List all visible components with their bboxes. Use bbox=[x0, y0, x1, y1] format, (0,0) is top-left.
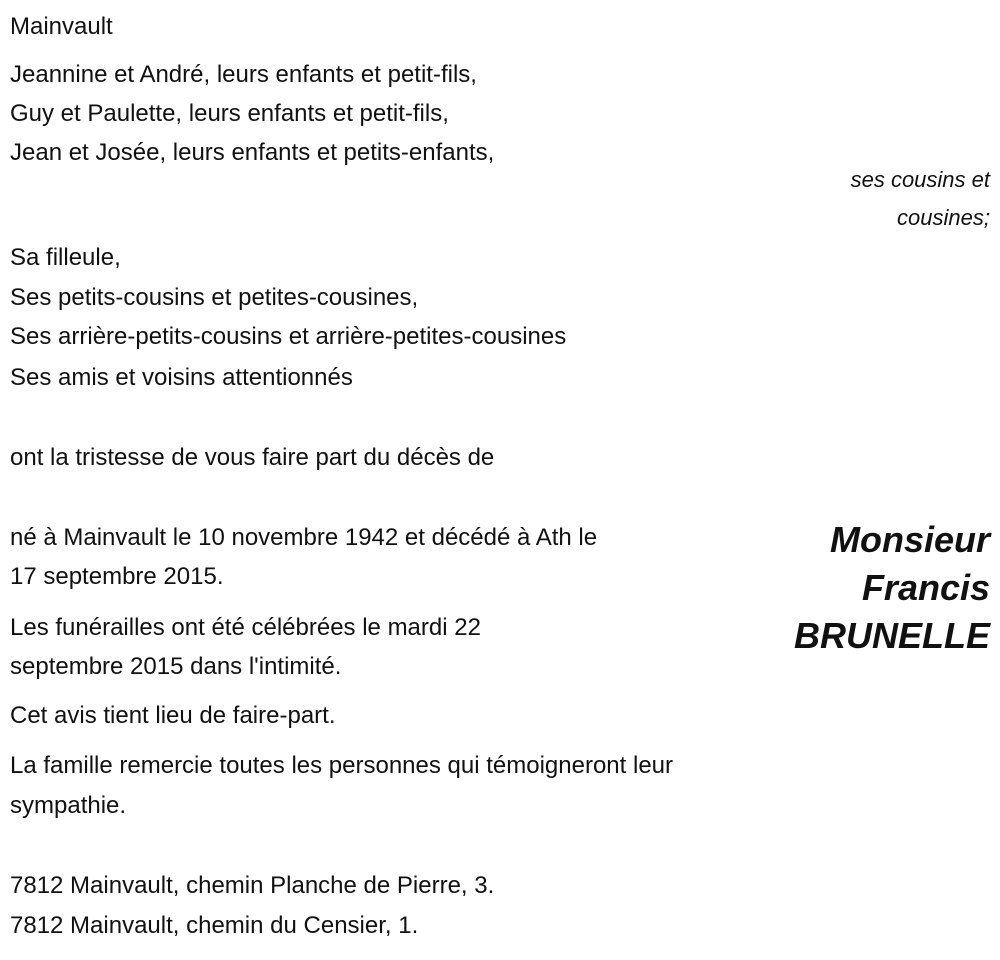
birth-death-line: 17 septembre 2015. bbox=[10, 563, 224, 590]
cousins-line: cousines; bbox=[897, 205, 990, 230]
deceased-title: Monsieur bbox=[829, 519, 990, 560]
others-line: Ses petits-cousins et petites-cousines, bbox=[10, 284, 419, 311]
family-line: Jean et Josée, leurs enfants et petits-enfants, bbox=[10, 139, 495, 166]
thanks-line: sympathie. bbox=[10, 792, 127, 819]
family-line: Guy et Paulette, leurs enfants et petit-fils, bbox=[10, 100, 449, 127]
funeral-line: Les funérailles ont été célébrées le mardi 22 bbox=[10, 614, 481, 641]
address-line: 7812 Mainvault, chemin du Censier, 1. bbox=[10, 912, 419, 939]
birth-death-line: né à Mainvault le 10 novembre 1942 et décédé à Ath le bbox=[10, 524, 598, 551]
others-line: Sa filleule, bbox=[10, 244, 121, 271]
announcement: ont la tristesse de vous faire part du décès de bbox=[10, 444, 495, 471]
cousins-line: ses cousins et bbox=[850, 167, 990, 192]
deceased-lastname: BRUNELLE bbox=[794, 615, 990, 656]
funeral-line: septembre 2015 dans l'intimité. bbox=[10, 653, 342, 680]
others-line: Ses amis et voisins attentionnés bbox=[10, 364, 353, 391]
family-line: Jeannine et André, leurs enfants et petit-fils, bbox=[10, 61, 477, 88]
deceased-firstname: Francis bbox=[861, 567, 990, 608]
others-line: Ses arrière-petits-cousins et arrière-petites-cousines bbox=[10, 323, 567, 350]
notice: Cet avis tient lieu de faire-part. bbox=[10, 702, 336, 729]
thanks-line: La famille remercie toutes les personnes qui témoigneront leur bbox=[10, 752, 674, 779]
place-heading: Mainvault bbox=[10, 13, 113, 40]
address-line: 7812 Mainvault, chemin Planche de Pierre, 3. bbox=[10, 872, 495, 899]
